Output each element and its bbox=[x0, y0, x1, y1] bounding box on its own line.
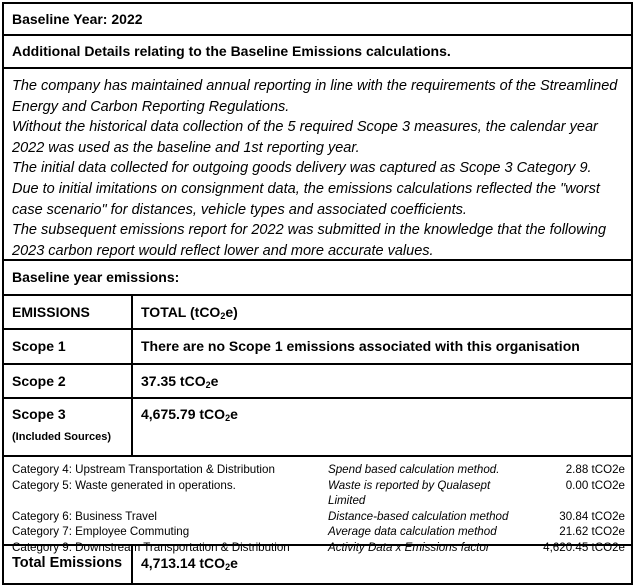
header-total-text: TOTAL (tCO bbox=[141, 304, 221, 320]
scope2-value-suffix: e bbox=[210, 373, 219, 389]
scope2-row bbox=[4, 365, 631, 399]
narrative-paragraph: The company has maintained annual reporting in line with the requirements of the Streamlined Energy and Carbon Reporting Regulations. bbox=[12, 78, 618, 115]
category-name: Category 5: Waste generated in operations. bbox=[12, 478, 236, 492]
category-row bbox=[12, 478, 625, 509]
narrative-paragraph: Due to initial imitations on consignment data, the emissions calculations reflected the "worst case scenario" for distances, vehicle types and associated coefficients. bbox=[12, 180, 600, 218]
baseline-emissions-title: Baseline year emissions: bbox=[4, 261, 631, 296]
category-row bbox=[12, 462, 625, 478]
subscript: 2 bbox=[225, 562, 231, 572]
scope1-value: There are no Scope 1 emissions associated with this organisation bbox=[141, 338, 580, 354]
category-row bbox=[12, 524, 625, 540]
scope3-row bbox=[4, 399, 631, 457]
narrative-paragraph: The initial data collected for outgoing goods delivery was captured as Scope 3 Category 9. bbox=[12, 160, 592, 177]
scope3-label: Scope 3 bbox=[12, 406, 66, 422]
category-name: Category 6: Business Travel bbox=[12, 509, 157, 523]
category-row bbox=[12, 509, 625, 525]
subscript: 2 bbox=[205, 380, 211, 390]
header-emissions: EMISSIONS bbox=[4, 296, 133, 328]
header-total bbox=[133, 296, 631, 328]
scope1-label: Scope 1 bbox=[4, 330, 133, 363]
category-value: 30.84 tCO2e bbox=[559, 509, 625, 523]
narrative-paragraph: Without the historical data collection of the 5 required Scope 3 measures, the calendar year 2022 was used as the baseline and 1st reporting year. bbox=[12, 119, 598, 156]
scope3-value-number: 4,675.79 tCO bbox=[141, 406, 226, 422]
category-value: 0.00 tCO2e bbox=[565, 478, 625, 492]
scope2-label: Scope 2 bbox=[4, 365, 133, 397]
category-method: Spend based calculation method. bbox=[328, 463, 500, 476]
narrative-paragraph: The subsequent emissions report for 2022 was submitted in the knowledge that the following 2023 carbon report would reflect lower and more accurate values. bbox=[12, 222, 607, 259]
scope1-row bbox=[4, 330, 631, 365]
category-method: Waste is reported by Qualasept Limited bbox=[328, 478, 491, 508]
total-label: Total Emissions bbox=[4, 546, 133, 583]
category-method: Distance-based calculation method bbox=[328, 509, 509, 523]
subscript: 2 bbox=[225, 413, 231, 423]
scope3-categories bbox=[4, 457, 631, 554]
scope3-label-cell bbox=[4, 399, 133, 455]
category-value: 2.88 tCO2e bbox=[565, 463, 625, 476]
table-header-row bbox=[4, 296, 631, 330]
details-title: Additional Details relating to the Baseline Emissions calculations. bbox=[4, 36, 631, 69]
scope2-value bbox=[133, 365, 631, 397]
scope3-value bbox=[133, 399, 631, 455]
total-value bbox=[133, 546, 631, 583]
baseline-year-value: 2022 bbox=[111, 11, 143, 27]
category-value: 21.62 tCO2e bbox=[559, 525, 625, 539]
category-value: 4,620.45 tCO2e bbox=[543, 540, 625, 554]
baseline-year-row bbox=[4, 4, 631, 36]
baseline-emissions-document bbox=[2, 2, 633, 585]
category-name: Category 7: Employee Commuting bbox=[12, 525, 190, 539]
subscript: 2 bbox=[220, 311, 226, 321]
baseline-year-label: Baseline Year: bbox=[12, 11, 108, 27]
scope2-value-number: 37.35 tCO bbox=[141, 373, 206, 389]
category-method: Activity Data x Emissions factor bbox=[328, 540, 490, 554]
header-total-suffix: e) bbox=[225, 304, 238, 320]
category-name: Category 9: Downstream Transportation & Distribution bbox=[12, 540, 290, 554]
scope3-value-suffix: e bbox=[230, 406, 238, 422]
narrative-block bbox=[4, 69, 631, 261]
total-value-suffix: e bbox=[230, 555, 238, 571]
category-method: Average data calculation method bbox=[328, 525, 497, 539]
category-name: Category 4: Upstream Transportation & Distribution bbox=[12, 463, 275, 476]
total-value-number: 4,713.14 tCO bbox=[141, 555, 226, 571]
scope3-sublabel: (Included Sources) bbox=[12, 431, 112, 443]
total-emissions-row bbox=[4, 546, 631, 583]
